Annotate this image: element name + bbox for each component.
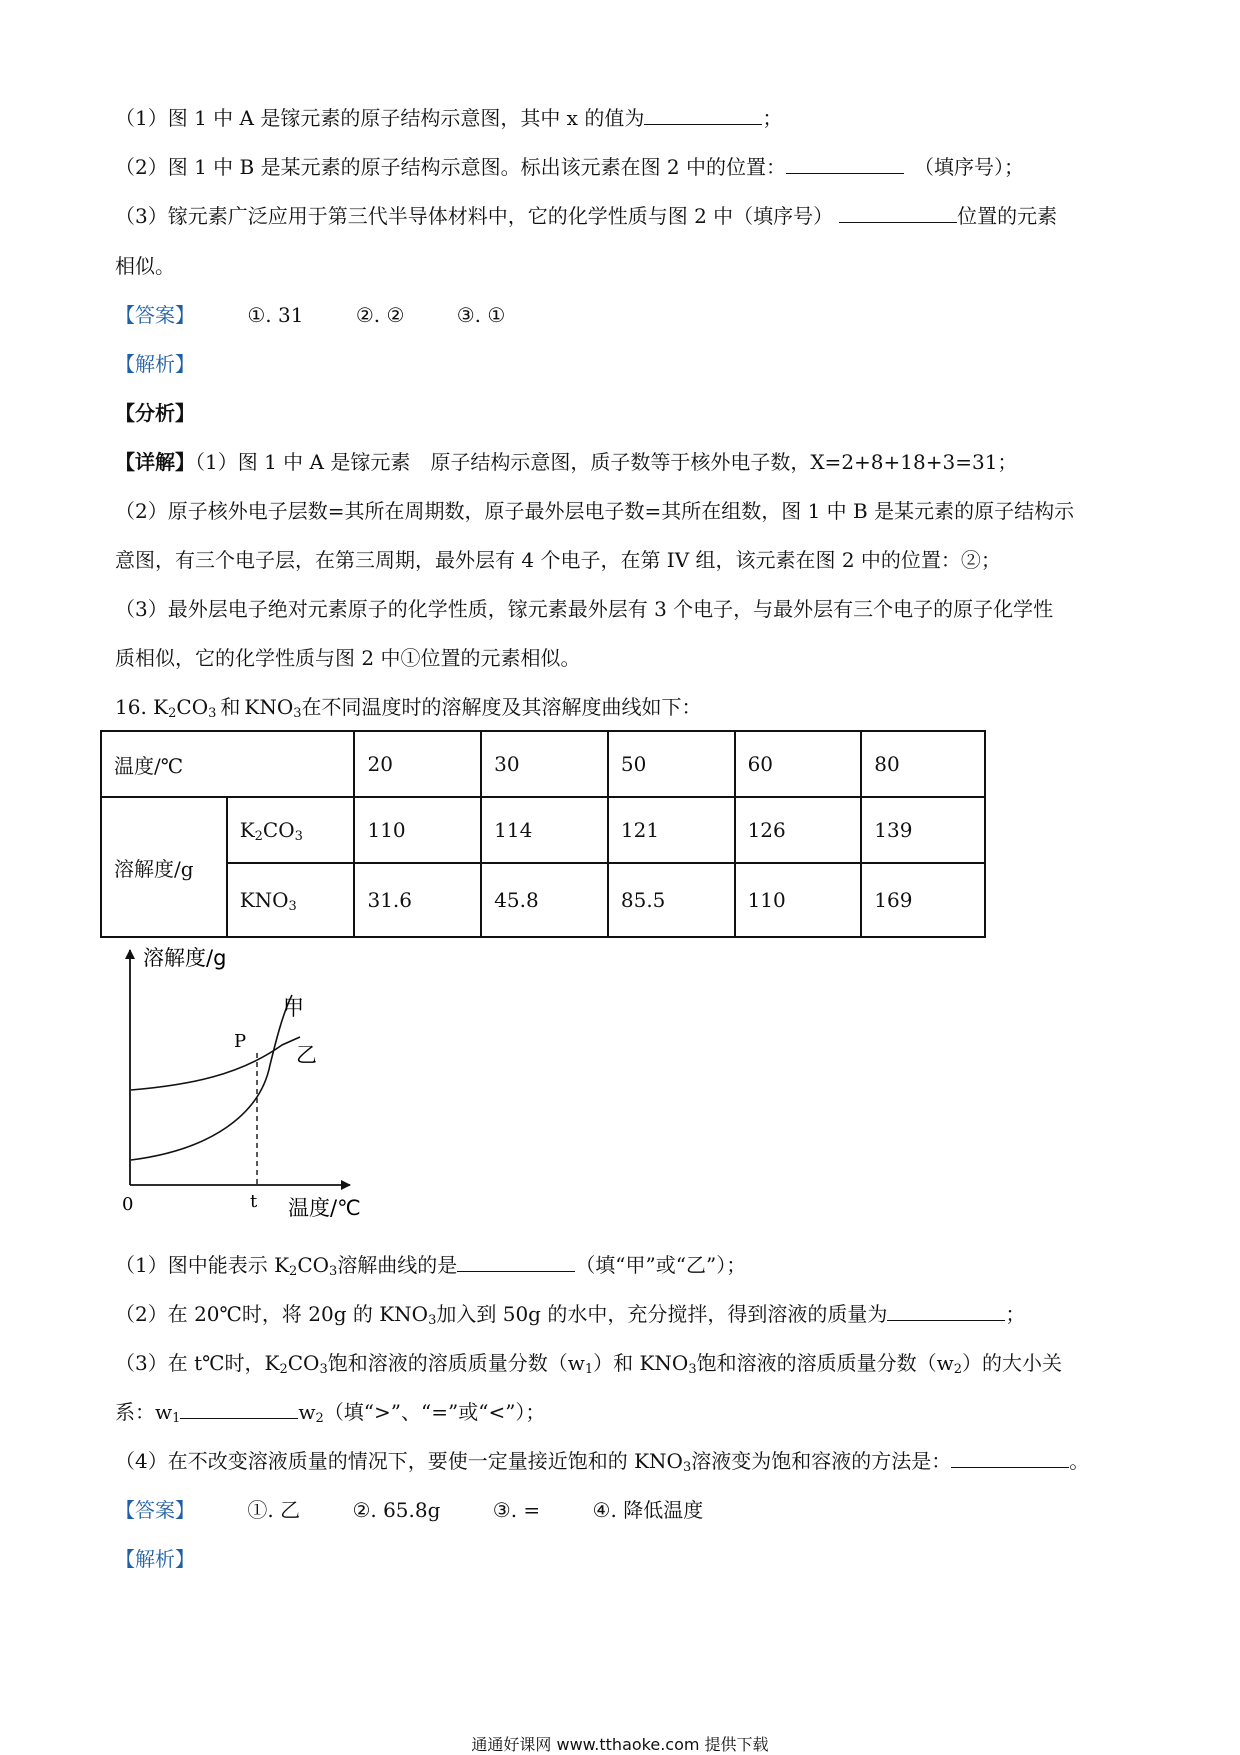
- answer-blank: [786, 157, 904, 174]
- page-footer: 通通好课网 www.tthaoke.com 提供下载: [471, 1735, 769, 1754]
- k2co3-label: $K_2CO_3$: [227, 797, 355, 863]
- temp-cell: 20: [354, 731, 481, 797]
- q16-answer: [115, 1500, 749, 1520]
- q16-part4: （4）在不改变溶液质量的情况下，要使一定量接近饱和的 $KNO_3$溶液变为饱和容液的方法是： 。: [115, 1449, 1090, 1475]
- k2co3-cell: 139: [861, 797, 985, 863]
- q16-analysis-tag: 【解析】: [115, 1547, 195, 1571]
- solubility-graph: [110, 945, 370, 1225]
- answer-blank: [180, 1402, 298, 1419]
- q15-part2: （2）图 1 中 B 是某元素的原子结构示意图。标出该元素在图 2 中的位置： （填序号）；: [115, 155, 1025, 179]
- answer-blank: [951, 1451, 1069, 1468]
- q15-answer: [115, 305, 551, 325]
- kno3-cell: 169: [861, 863, 985, 937]
- q15-part3: （3）镓元素广泛应用于第三代半导体材料中，它的化学性质与图 2 中（填序号） 位置的元素: [115, 204, 1058, 228]
- answer-1: ①. 乙: [247, 1498, 301, 1522]
- answer-blank: [644, 108, 762, 125]
- kno3-label: $KNO_3$: [227, 863, 355, 937]
- q16-intro: 16. $K_2CO_3$ 和 $KNO_3$在不同温度时的溶解度及其溶解度曲线如下：: [115, 695, 702, 721]
- y-axis-label: 溶解度/g: [143, 946, 227, 970]
- q15-detail-2b: 意图，有三个电子层，在第三周期，最外层有 4 个电子，在第 IV 组，该元素在图 2 中的位置：②；: [115, 548, 1001, 572]
- temp-cell: 50: [608, 731, 735, 797]
- kno3-cell: 85.5: [608, 863, 735, 937]
- answer-1: ①. 31: [247, 303, 304, 327]
- kno3-cell: 45.8: [481, 863, 608, 937]
- q15-part1: （1）图 1 中 A 是镓元素的原子结构示意图，其中 x 的值为 ；: [115, 106, 783, 130]
- solubility-header: 溶解度/g: [101, 797, 227, 937]
- origin-label: 0: [122, 1194, 134, 1215]
- answer-2: ②. 65.8g: [352, 1498, 441, 1522]
- kno3-cell: 31.6: [354, 863, 481, 937]
- answer-3: ③. ①: [456, 303, 506, 327]
- q15-detail-3b: 质相似，它的化学性质与图 2 中①位置的元素相似。: [115, 646, 581, 670]
- answer-2: ②. ②: [355, 303, 405, 327]
- q16-part3-cont: 系：$w_1$ $w_2$（填“>”、“=”或“<”）；: [115, 1400, 546, 1426]
- k2co3-cell: 114: [481, 797, 608, 863]
- x-axis-label: 温度/℃: [288, 1196, 361, 1220]
- q16-part1: （1）图中能表示 $K_2CO_3$溶解曲线的是 （填“甲”或“乙”）；: [115, 1253, 747, 1279]
- q15-analysis-tag: 【解析】: [115, 352, 195, 376]
- q15-detail-3a: （3）最外层电子绝对元素原子的化学性质，镓元素最外层有 3 个电子，与最外层有三个电子的原子化学性: [115, 597, 1054, 621]
- q15-part3-cont: 相似。: [115, 254, 175, 278]
- point-p-label: P: [234, 1031, 247, 1052]
- temp-header: 温度/℃: [101, 731, 354, 797]
- answer-blank: [887, 1304, 1005, 1321]
- answer-blank: [839, 206, 957, 223]
- answer-tag: 【答案】: [115, 1498, 195, 1522]
- answer-tag: 【答案】: [115, 303, 195, 327]
- answer-3: ③. =: [492, 1498, 541, 1522]
- temp-cell: 30: [481, 731, 608, 797]
- q16-part3: （3）在 t℃时，$K_2CO_3$饱和溶液的溶质质量分数$(w_1)$和 $KNO_3$饱和溶液的溶质质量分数$(w_2)$的大小关: [115, 1351, 1063, 1377]
- q16-part2: （2）在 20℃时，将 20g 的 $KNO_3$加入到 50g 的水中，充分搅拌，得到溶液的质量为 ；: [115, 1302, 1026, 1328]
- curve-jia-label: 甲: [283, 996, 304, 1020]
- answer-blank: [457, 1255, 575, 1272]
- table-row-k2co3: [101, 797, 985, 863]
- q15-fenxi-tag: 【分析】: [115, 401, 195, 425]
- table-row-temp: [101, 731, 985, 797]
- answer-4: ④. 降低温度: [592, 1498, 704, 1522]
- solubility-table: [100, 730, 986, 938]
- k2co3-cell: 110: [354, 797, 481, 863]
- t-label: t: [250, 1191, 258, 1212]
- temp-cell: 60: [735, 731, 862, 797]
- k2co3-cell: 121: [608, 797, 735, 863]
- q15-detail-1: 【详解】（1）图 1 中 A 是镓元素 原子结构示意图，质子数等于核外电子数，X=2+8+18+3=31；: [115, 450, 1018, 474]
- q15-detail-2a: （2）原子核外电子层数=其所在周期数，原子最外层电子数=其所在组数，图 1 中 B 是某元素的原子结构示: [115, 499, 1075, 523]
- k2co3-cell: 126: [735, 797, 862, 863]
- curve-yi-label: 乙: [296, 1043, 317, 1067]
- table-row-kno3: [101, 863, 985, 937]
- temp-cell: 80: [861, 731, 985, 797]
- kno3-cell: 110: [735, 863, 862, 937]
